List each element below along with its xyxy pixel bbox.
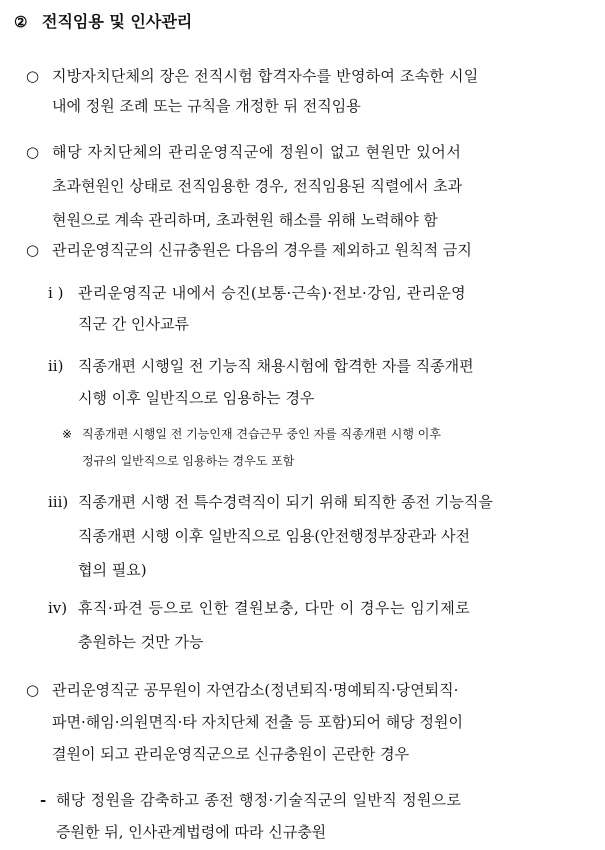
last-item-line-1: 관리운영직군 공무원이 자연감소(정년퇴직·명예퇴직·당연퇴직· [52, 681, 459, 699]
note-line-2: 정규의 일반직으로 임용하는 경우도 포함 [82, 454, 295, 468]
dash-marker: - [40, 791, 47, 809]
bullet-marker: ○ [26, 681, 40, 699]
sub-iv-line-1: 휴직·파견 등으로 인한 결원보충, 다만 이 경우는 임기제로 [78, 599, 471, 617]
roman-marker-ii: ii) [48, 357, 64, 375]
roman-marker-iii: iii) [48, 493, 69, 511]
heading-title: 전직임용 및 인사관리 [42, 12, 193, 31]
sub-ii-line-2: 시행 이후 일반직으로 임용하는 경우 [78, 389, 315, 407]
sub-i-line-1: 관리운영직군 내에서 승진(보통·근속)·전보·강임, 관리운영 [78, 284, 466, 302]
item-2-line-1: 해당 자치단체의 관리운영직군에 정원이 없고 현원만 있어서 [52, 143, 462, 161]
item-2-line-3: 현원으로 계속 관리하며, 초과현원 해소를 위해 노력해야 함 [52, 211, 438, 229]
bullet-marker: ○ [26, 67, 40, 85]
bullet-marker: ○ [26, 143, 40, 161]
dash-item-line-2: 증원한 뒤, 인사관계법령에 따라 신규충원 [56, 823, 327, 841]
heading-number: ② [14, 13, 28, 31]
sub-iv-line-2: 충원하는 것만 가능 [78, 633, 204, 651]
roman-marker-i: i ) [48, 284, 64, 302]
note-marker: ※ [62, 427, 73, 441]
item-3-line-1: 관리운영직군의 신규충원은 다음의 경우를 제외하고 원칙적 금지 [52, 241, 472, 259]
dash-item-line-1: 해당 정원을 감축하고 종전 행정·기술직군의 일반직 정원으로 [56, 791, 462, 809]
item-1-line-2: 내에 정원 조례 또는 규칙을 개정한 뒤 전직임용 [52, 97, 361, 115]
sub-iii-line-1: 직종개편 시행 전 특수경력직이 되기 위해 퇴직한 종전 기능직을 [78, 493, 493, 511]
last-item-line-2: 파면·해임·의원면직·타 자치단체 전출 등 포함)되어 해당 정원이 [52, 713, 464, 731]
last-item-line-3: 결원이 되고 관리운영직군으로 신규충원이 곤란한 경우 [52, 745, 410, 763]
roman-marker-iv: iv) [48, 599, 68, 617]
item-2-line-2: 초과현원인 상태로 전직임용한 경우, 전직임용된 직렬에서 초과 [52, 177, 463, 195]
sub-ii-line-1: 직종개편 시행일 전 기능직 채용시험에 합격한 자를 직종개편 [78, 357, 474, 375]
note-line-1: 직종개편 시행일 전 기능인재 견습근무 중인 자를 직종개편 시행 이후 [82, 427, 441, 441]
item-1-line-1: 지방자치단체의 장은 전직시험 합격자수를 반영하여 조속한 시일 [52, 67, 479, 85]
sub-iii-line-2: 직종개편 시행 이후 일반직으로 임용(안전행정부장관과 사전 [78, 527, 470, 545]
bullet-marker: ○ [26, 241, 40, 259]
sub-i-line-2: 직군 간 인사교류 [78, 315, 189, 333]
sub-iii-line-3: 협의 필요) [78, 561, 147, 579]
